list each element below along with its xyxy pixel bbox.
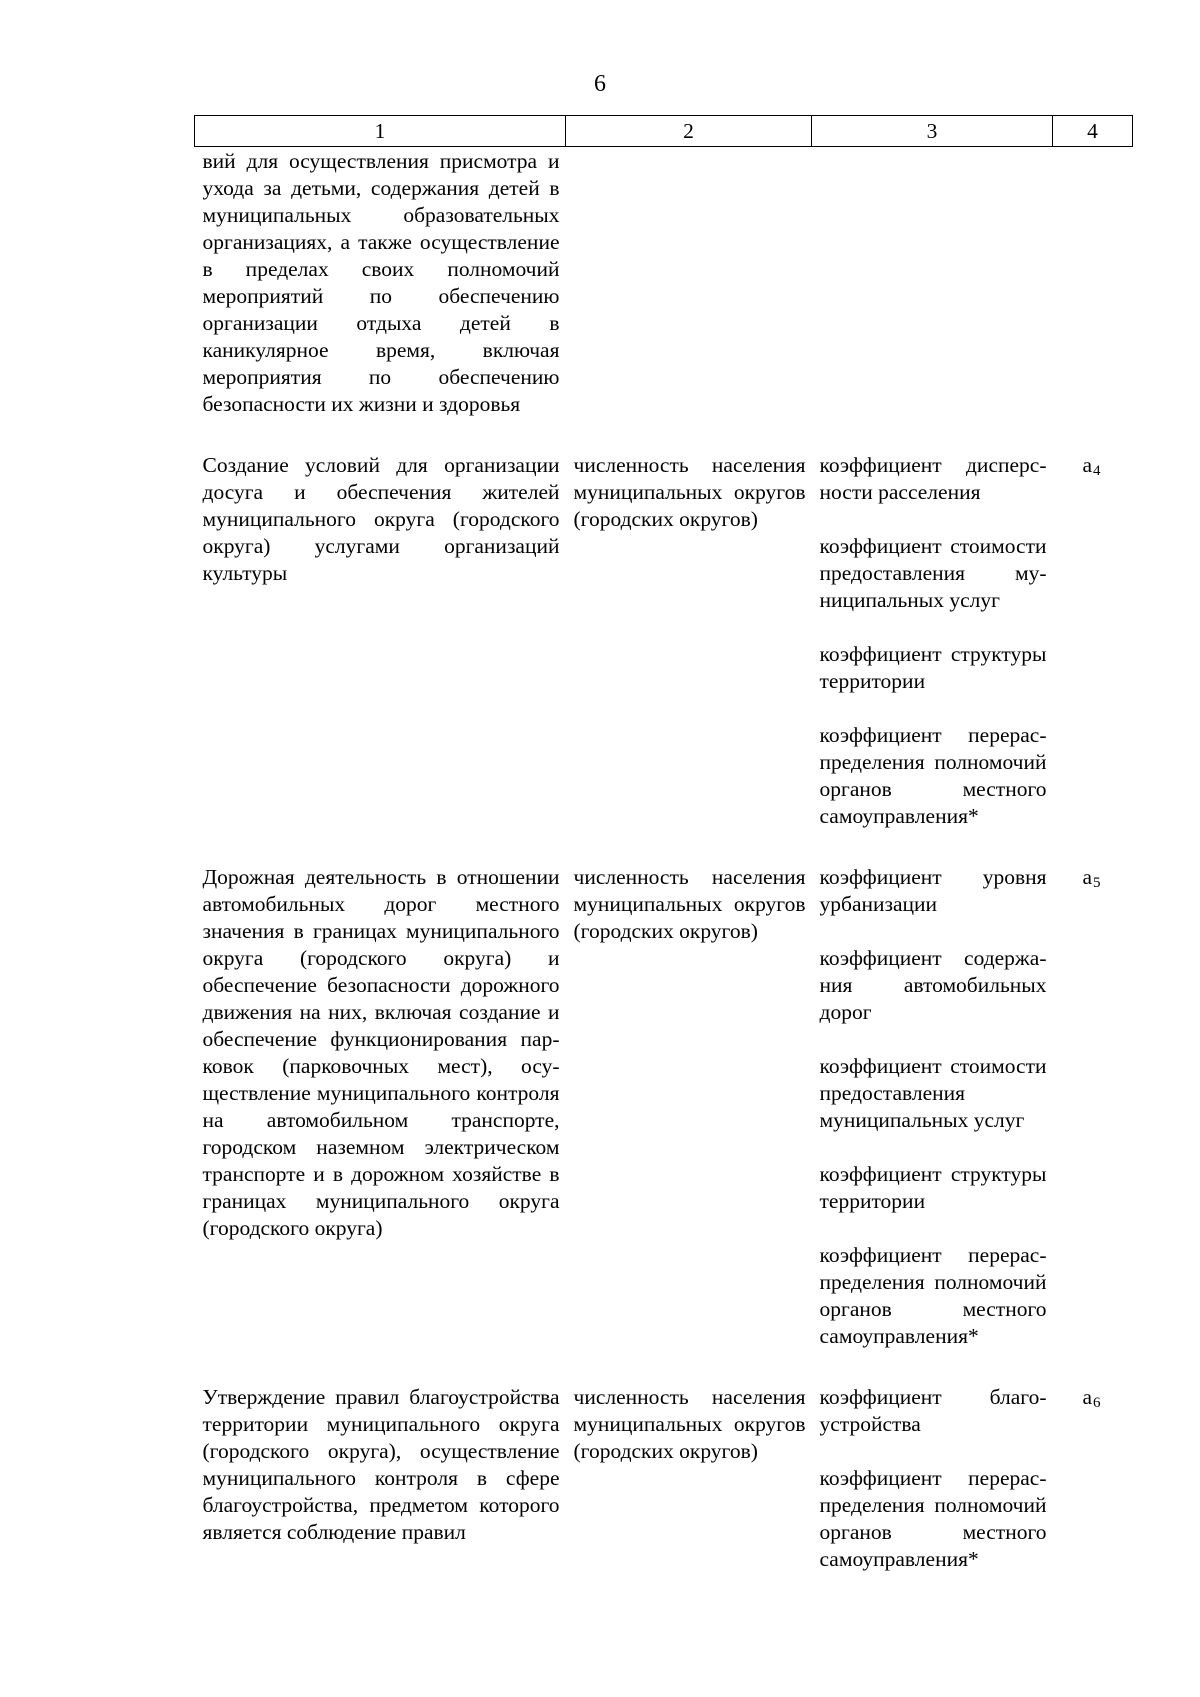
designation-letter: a — [1082, 1385, 1093, 1409]
authority-description: вий для осуществления присмотра и ухода за детьми, содержания детей в муниципальных образовательных организациях, а также осуществление в пределах своих полномочий мероприятий по обеспечению организации отдыха детей в каникулярное время, включая мероприятия по обеспечению безопасности их жизни и здоровья — [202, 149, 560, 416]
table-row — [195, 1384, 1133, 1573]
designation-subscript: 5 — [1093, 875, 1101, 891]
coefficient-item: коэффициент содержания автомобильных дорог — [819, 946, 1047, 1024]
designation-letter: a — [1082, 453, 1093, 477]
coefficient-item: коэффициент перераспределения полномочий органов местного самоуправления* — [819, 723, 1047, 828]
coefficients-cell — [812, 452, 1053, 864]
designation-cell — [1053, 147, 1133, 453]
designation-cell — [1053, 452, 1133, 864]
coefficient-item: коэффициент благоустройства — [819, 1385, 1047, 1436]
coefficient-item: коэффициент структуры территории — [819, 642, 1047, 693]
table-header — [195, 116, 1133, 147]
designation-letter: a — [1082, 865, 1093, 889]
coefficient-item: коэффициент структуры территории — [819, 1162, 1047, 1213]
authority-description: Дорожная деятельность в отношении автомобильных дорог местного значения в границах муниципального округа (городского округа) и обеспечение безопасности дорожного движения на них, включая создание и обеспечение функционирования парковок (парковочных мест), осуществление муниципального контроля на автомобильном транспорте, городском наземном электрическом транспорте и в дорожном хозяйстве в границах муниципального округа (городского округа) — [202, 865, 560, 1240]
coefficient-item: коэффициент дисперсности расселения — [819, 453, 1047, 504]
coefficients-cell — [812, 864, 1053, 1384]
designation-cell — [1053, 864, 1133, 1384]
coefficients-cell — [812, 1384, 1053, 1573]
distribution-table — [194, 115, 1133, 1573]
coefficient-item: коэффициент уровня урбанизации — [819, 865, 1047, 916]
designation-cell — [1053, 1384, 1133, 1573]
designation-subscript: 4 — [1093, 463, 1101, 479]
authority-description: Утверждение правил благоустройства территории муниципального округа (городского округа), осуществление муниципального контроля в сфере благоустройства, предметом которого является соблюдение правил — [202, 1385, 560, 1544]
table-row — [195, 864, 1133, 1384]
indicator-cell: численность населения муниципальных округов (городских округов) — [573, 865, 806, 943]
indicator-cell — [566, 147, 812, 453]
coefficient-item: коэффициент перераспределения полномочий органов местного самоуправления* — [819, 1243, 1047, 1348]
coefficient-item: коэффициент стоимости предоставления муниципальных услуг — [819, 534, 1047, 612]
header-col-1: 1 — [195, 116, 566, 147]
header-col-4: 4 — [1053, 116, 1133, 147]
table-row — [195, 147, 1133, 453]
indicator-cell: численность населения муниципальных округов (городских округов) — [573, 1385, 806, 1463]
coefficient-item: коэффициент перераспределения полномочий органов местного самоуправления* — [819, 1466, 1047, 1571]
page-number: 6 — [594, 71, 606, 97]
header-col-2: 2 — [566, 116, 812, 147]
designation-subscript: 6 — [1093, 1395, 1101, 1411]
coefficients-cell — [812, 147, 1053, 453]
indicator-cell: численность населения муниципальных округов (городских округов) — [573, 453, 806, 531]
header-col-3: 3 — [812, 116, 1053, 147]
authority-description: Создание условий для организации досуга и обеспечения жителей муниципального округа (городского округа) услугами организаций культуры — [202, 453, 560, 585]
coefficient-item: коэффициент стоимости предоставления муниципальных услуг — [819, 1054, 1047, 1132]
table-row — [195, 452, 1133, 864]
